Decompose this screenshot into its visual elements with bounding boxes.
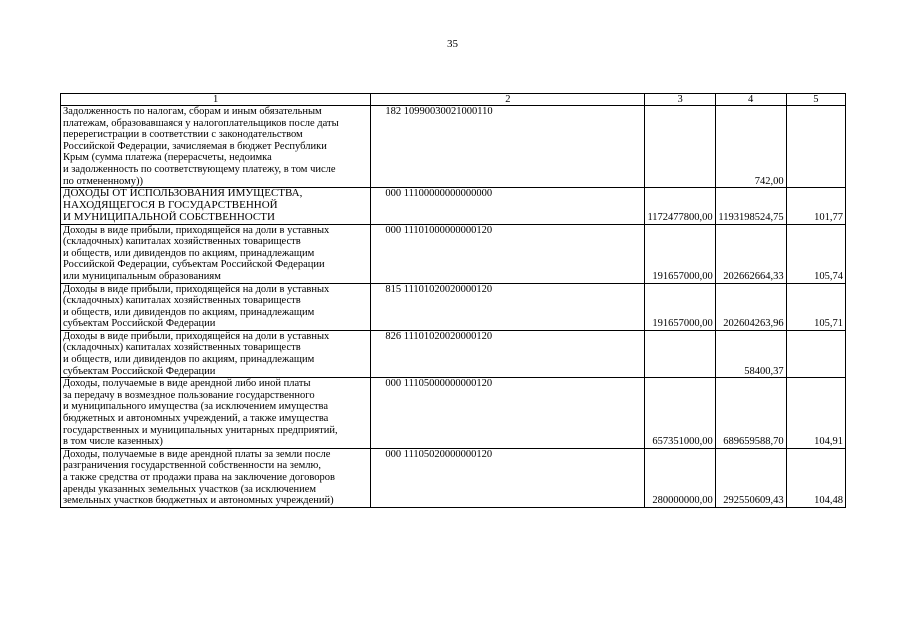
row-description: Доходы в виде прибыли, приходящейся на доли в уставных (складочных) капиталах хозяйственных товариществ и обществ, или дивидендов по акциям, принадлежащим субъектам Российской Федерации <box>61 330 371 377</box>
row-actual: 689659588,70 <box>715 378 786 449</box>
table-row <box>61 448 846 507</box>
table-row <box>61 188 846 224</box>
row-plan: 1172477800,00 <box>645 188 715 224</box>
row-percent <box>786 106 845 188</box>
row-plan: 280000000,00 <box>645 448 715 507</box>
row-description: Доходы в виде прибыли, приходящейся на доли в уставных (складочных) капиталах хозяйственных товариществ и обществ, или дивидендов по акциям, принадлежащим субъектам Российской Федерации <box>61 283 371 330</box>
row-actual: 58400,37 <box>715 330 786 377</box>
row-actual: 1193198524,75 <box>715 188 786 224</box>
table-row <box>61 224 846 283</box>
row-percent: 105,74 <box>786 224 845 283</box>
row-actual: 292550609,43 <box>715 448 786 507</box>
table-row <box>61 330 846 377</box>
row-code: 000 11101000000000120 <box>371 224 645 283</box>
row-percent: 105,71 <box>786 283 845 330</box>
row-actual: 202604263,96 <box>715 283 786 330</box>
row-percent: 104,91 <box>786 378 845 449</box>
table-row <box>61 378 846 449</box>
row-description: ДОХОДЫ ОТ ИСПОЛЬЗОВАНИЯ ИМУЩЕСТВА, НАХОДЯЩЕГОСЯ В ГОСУДАРСТВЕННОЙ И МУНИЦИПАЛЬНОЙ СОБСТВЕННОСТИ <box>61 188 371 224</box>
row-code: 826 11101020020000120 <box>371 330 645 377</box>
header-col-3: 3 <box>645 94 715 106</box>
row-plan <box>645 330 715 377</box>
row-description: Задолженность по налогам, сборам и иным обязательным платежам, образовавшаяся у налогоплательщиков после даты перерегистрации в соответствии с законодательством Российской Федерации, зачисляемая в бюджет Республики Крым (сумма платежа (перерасчеты, недоимка и задолженность по соответствующему платежу, в том числе по отмененному)) <box>61 106 371 188</box>
header-col-4: 4 <box>715 94 786 106</box>
row-description: Доходы, получаемые в виде арендной либо иной платы за передачу в возмездное пользование государственного и муниципального имущества (за исключением имущества бюджетных и автономных учреждений, а также имущества государственных и муниципальных унитарных предприятий, в том числе казенных) <box>61 378 371 449</box>
row-plan <box>645 106 715 188</box>
table-row <box>61 106 846 188</box>
row-code: 000 11105020000000120 <box>371 448 645 507</box>
row-description: Доходы, получаемые в виде арендной платы за земли после разграничения государственной собственности на землю, а также средства от продажи права на заключение договоров аренды указанных земельных участков (за исключением земельных участков бюджетных и автономных учреждений) <box>61 448 371 507</box>
row-plan: 191657000,00 <box>645 224 715 283</box>
page-number: 35 <box>447 38 458 50</box>
header-col-2: 2 <box>371 94 645 106</box>
row-percent <box>786 330 845 377</box>
row-percent: 104,48 <box>786 448 845 507</box>
row-plan: 191657000,00 <box>645 283 715 330</box>
row-code: 182 10990030021000110 <box>371 106 645 188</box>
row-code: 000 11105000000000120 <box>371 378 645 449</box>
header-row <box>61 94 846 106</box>
header-col-5: 5 <box>786 94 845 106</box>
row-actual: 202662664,33 <box>715 224 786 283</box>
row-code: 815 11101020020000120 <box>371 283 645 330</box>
revenue-table <box>60 93 846 508</box>
row-description: Доходы в виде прибыли, приходящейся на доли в уставных (складочных) капиталах хозяйственных товариществ и обществ, или дивидендов по акциям, принадлежащим Российской Федерации, субъектам Российской Федерации или муниципальным образованиям <box>61 224 371 283</box>
header-col-1: 1 <box>61 94 371 106</box>
row-code: 000 11100000000000000 <box>371 188 645 224</box>
row-plan: 657351000,00 <box>645 378 715 449</box>
table-row <box>61 283 846 330</box>
row-percent: 101,77 <box>786 188 845 224</box>
row-actual: 742,00 <box>715 106 786 188</box>
